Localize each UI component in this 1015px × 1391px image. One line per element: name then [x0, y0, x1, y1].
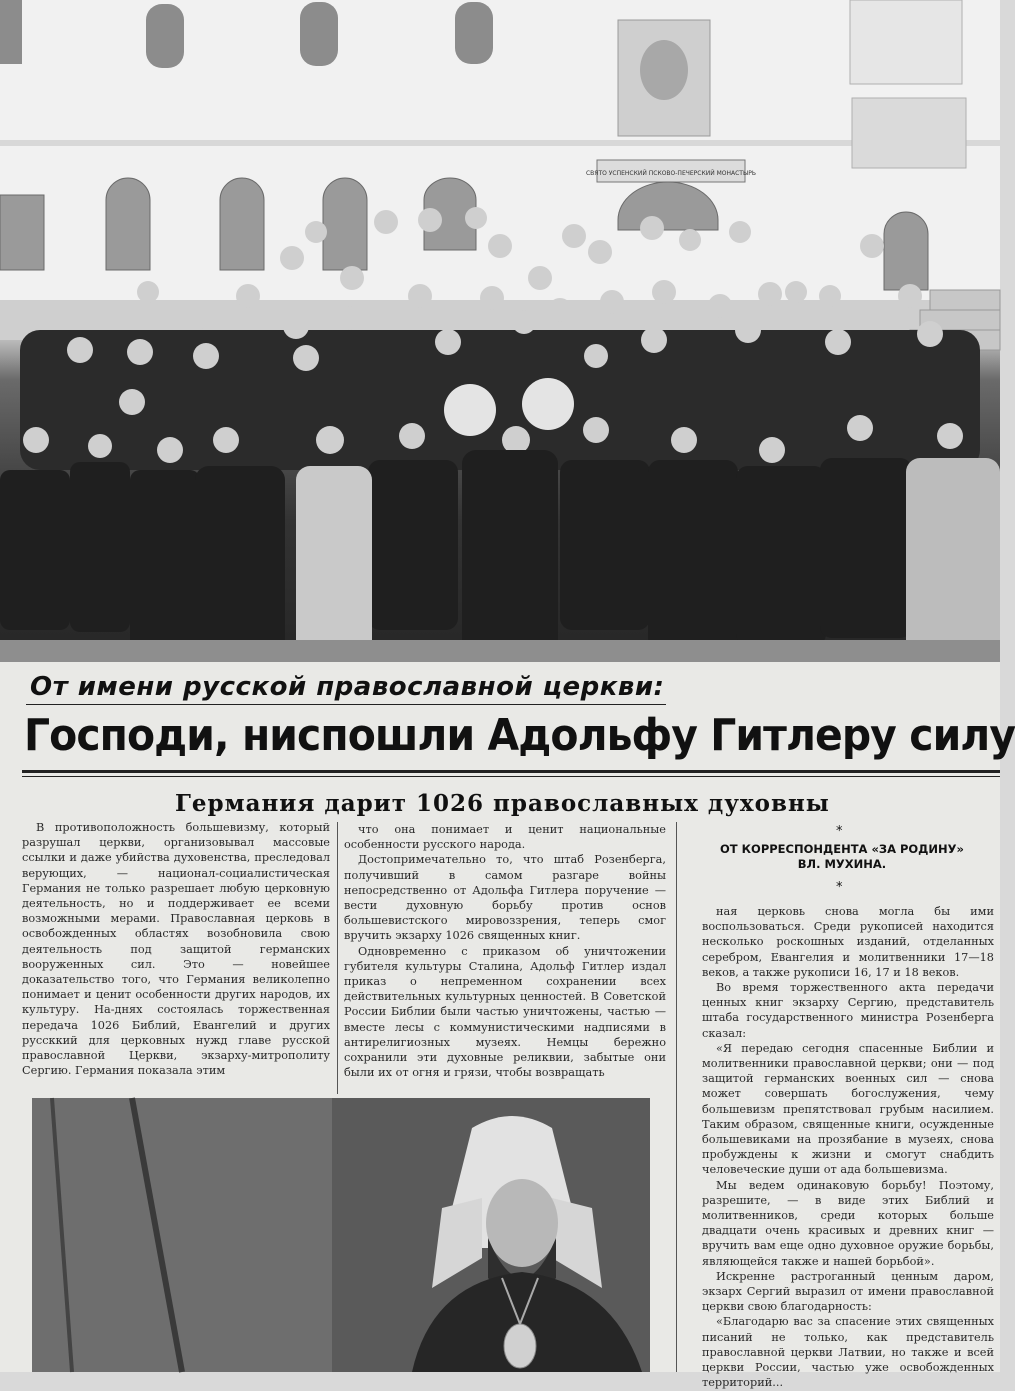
article-column-3 — [702, 904, 994, 1390]
column2-paragraph: Одновременно с приказом об уничтожении губителя культуры Сталина, Адольф Гитлер издал приказ о непременном сохранении всех действительных культурных ценностей. В Советской России Библии были частью уничтожены, частью — вместе лесы с коммунистическими надписями в антирелигиозных музеях. Немцы бережно сохранили эти духовные реликвии, забытые они были их от огня и грязи, чтобы возвращать — [344, 944, 666, 1080]
building-sign-text: СВЯТО УСПЕНСКИЙ ПСКОВО-ПЕЧЕРСКИЙ МОНАСТЫРЬ — [585, 170, 757, 177]
headline-rule — [22, 770, 1000, 773]
column3-paragraph: ная церковь снова могла бы ими воспользоваться. Среди рукописей находится несколько роскошных изданий, отделанных серебром, Евангелия и молитвенники 17—18 веков, а также рукописи 16, 17 и 18 веков. — [702, 905, 994, 979]
column3-paragraph: «Я передаю сегодня спасенные Библии и молитвенники православной церкви; они — под защитой германских военных сил — снова может совершать богослужения, чему большевизм препятствовал грубым насилием. Таким образом, священные книги, осужденные большевиками на прозябание в музеях, снова пробуждены к жизни и смогут снабдить человеческие души от ада большевизма. — [702, 1041, 994, 1177]
column3-paragraph: Во время торжественного акта передачи ценных книг экзарху Сергию, представитель штаба государственного министра Розенберга сказал: — [702, 981, 994, 1040]
star-ornament-bottom: * — [836, 880, 843, 895]
column2-paragraph: что она понимает и ценит национальные особенности русского народа. — [344, 823, 666, 852]
byline-author: ВЛ. МУХИНА. — [797, 857, 887, 871]
article-column-1 — [22, 820, 330, 1092]
column3-paragraph: Искренне растроганный ценным даром, экзарх Сергий выразил от имени православной церкви свою благодарность: — [702, 1269, 994, 1314]
headline: Господи, ниспошли Адольфу Гитлеру силу — [24, 710, 1015, 761]
headline-rule-thin — [22, 776, 1000, 777]
article-column-2 — [344, 822, 666, 1092]
kicker-underline — [26, 704, 666, 705]
newspaper-clipping — [0, 662, 1015, 1390]
column1-text: В противоположность большевизму, который разрушал церкви, организовывал массовые ссылки и даже убийства духовенства, преследовал верующих, — национал-социалистическая Германия не только разрешает любую церковную деятельность, но и поддерживает ее всеми возможными мерами. Православная церковь в освобожденных областях возобновила свою деятельность под защитой германских вооруженных сил. Это — новейшее доказательство того, что Германия великолепно понимает и ценит особенности других народов, их культуру. На-днях состоялась торжественная передача 1026 Библий, Евангелий и других руссккий для церковных нужд главе русской православной Церкви, экзарху-митрополиту Сергию. Германия показала этим — [22, 821, 330, 1078]
column3-paragraph: «Благодарю вас за спасение этих священных писаний не только, как представитель православной церкви Латвии, но также и всей церкви России, частью уже освобожденных территорий... — [702, 1315, 994, 1390]
subheadline: Германия дарит 1026 православных духовны — [175, 790, 830, 817]
column2-paragraph: Достопримечательно то, что штаб Розенберга, получивший в самом разгаре войны непосредственно от Адольфа Гитлера поручение — вести духовную борьбу против основ большевистского мировоззрения, теперь смог вручить экзарху 1026 священных книг. — [344, 853, 666, 943]
group-photo-drawing — [0, 0, 1000, 662]
column-divider-1 — [337, 822, 338, 1094]
star-ornament-top: * — [836, 824, 843, 839]
byline-correspondent: ОТ КОРРЕСПОНДЕНТА «ЗА РОДИНУ» — [720, 842, 964, 856]
portrait-drawing — [32, 1098, 650, 1372]
kicker-line: От имени русской православной церкви: — [30, 672, 665, 702]
byline — [686, 842, 998, 872]
column-divider-2 — [676, 822, 677, 1372]
group-photograph — [0, 0, 1000, 662]
column3-paragraph: Мы ведем одинаковую борьбу! Поэтому, разрешите, — в виде этих Библий и молитвенников, среди которых больше двадцати очень красивых и древних книг — вручить вам еще одно духовное оружие борьбы, являющейся также и нашей борьбой». — [702, 1178, 994, 1268]
portrait-photograph — [32, 1098, 650, 1372]
